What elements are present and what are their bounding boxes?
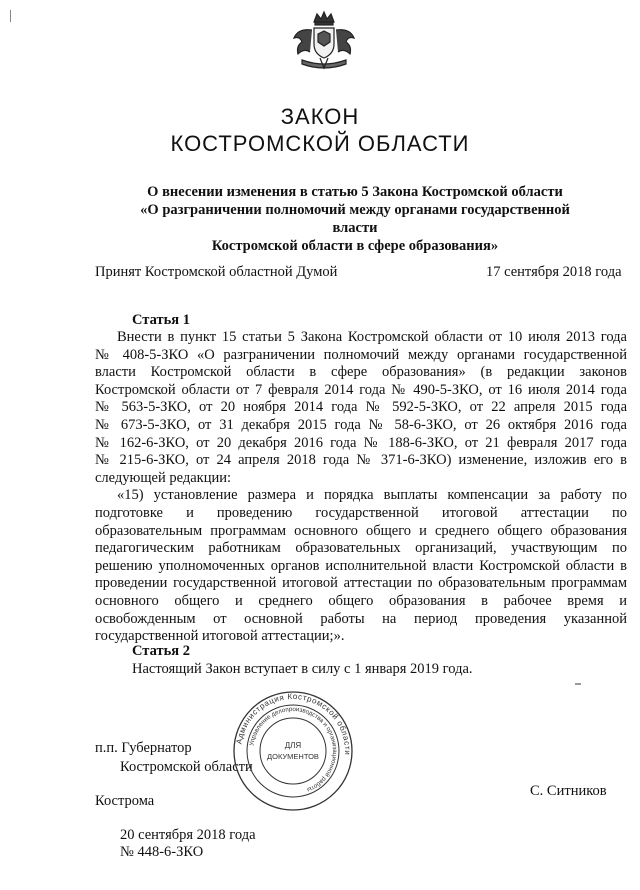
quote-line: освобожденным от основной работы на период проведения указанной <box>95 610 627 627</box>
paragraph-line: Внести в пункт 15 статьи 5 Закона Костромской области от 10 июля 2013 года <box>117 329 627 345</box>
adopted-date: 17 сентября 2018 года <box>486 264 622 280</box>
paragraph-line: № 408-5-ЗКО «О разграничении полномочий между органами государственной <box>95 346 627 363</box>
subject-line: «О разграничении полномочий между органами государственной власти <box>140 202 570 236</box>
stamp-inner-text: Управление делопроизводства и организационной работы <box>248 705 339 794</box>
paragraph-line: № 162-6-ЗКО, от 20 декабря 2016 года № 188-6-ЗКО, от 21 февраля 2017 года <box>95 434 627 451</box>
paragraph-line: № 215-6-ЗКО, от 24 апреля 2018 года № 371-6-ЗКО) изменение, изложив его в <box>95 452 627 469</box>
signing-city: Кострома <box>95 793 155 809</box>
subject-line: О внесении изменения в статью 5 Закона Костромской области <box>147 184 563 200</box>
quote-line: основного общего и среднего общего образования в рабочее время и <box>95 592 627 609</box>
signing-date: 20 сентября 2018 года <box>120 827 256 843</box>
article-1-body <box>95 329 627 646</box>
quote-line: образовательным программам основного общего и среднего общего образования <box>95 522 627 539</box>
paragraph-line: следующей редакции: <box>95 469 232 486</box>
stamp-outer-text: Администрация Костромской области <box>234 691 353 756</box>
quote-line: педагогическим работникам образовательных организаций, участвующим по <box>95 540 627 557</box>
office-stamp <box>232 690 354 812</box>
stamp-center-line: ДОКУМЕНТОВ <box>267 752 319 761</box>
paragraph-line: Костромской области от 7 февраля 2014 года № 490-5-ЗКО, от 16 июля 2014 года <box>95 381 627 398</box>
signatory-title: п.п. Губернатор <box>95 740 192 756</box>
law-region: КОСТРОМСКОЙ ОБЛАСТИ <box>170 131 470 156</box>
quote-line: «15) установление размера и порядка выплаты компенсации за работу по <box>117 487 627 504</box>
scan-mark <box>10 10 11 22</box>
quote-line: проведении государственной итоговой аттестации по образовательным программам <box>95 575 627 592</box>
article-2-text: Настоящий Закон вступает в силу с 1 января 2019 года. <box>132 661 473 677</box>
quote-line: государственной итоговой аттестации;». <box>95 628 345 645</box>
coat-of-arms-icon <box>288 8 360 74</box>
signatory-region: Костромской области <box>120 759 253 775</box>
stamp-center-line: ДЛЯ <box>284 741 302 750</box>
quote-line: решению уполномоченных органов исполнительной власти Костромской области в <box>95 557 627 574</box>
signatory-name: С. Ситников <box>530 783 607 799</box>
subject-line: Костромской области в сфере образования» <box>211 238 499 254</box>
article-1-heading: Статья 1 <box>132 312 190 328</box>
paragraph-line: № 673-5-ЗКО, от 31 декабря 2015 года № 58-6-ЗКО, от 26 октября 2016 года <box>95 416 627 433</box>
article-2-heading: Статья 2 <box>132 643 190 659</box>
law-subject <box>120 183 590 255</box>
scan-mark <box>575 683 581 685</box>
law-number: № 448-6-ЗКО <box>120 844 204 860</box>
paragraph-line: № 563-5-ЗКО, от 20 ноября 2014 года № 592-5-ЗКО, от 22 апреля 2015 года <box>95 399 627 416</box>
paragraph-line: власти Костромской области в сфере образования» (в редакции законов <box>95 364 627 381</box>
quote-line: подготовке и проведению государственной итоговой аттестации по <box>95 504 627 521</box>
law-title: ЗАКОН <box>280 104 360 129</box>
adopted-by: Принят Костромской областной Думой <box>95 264 338 280</box>
